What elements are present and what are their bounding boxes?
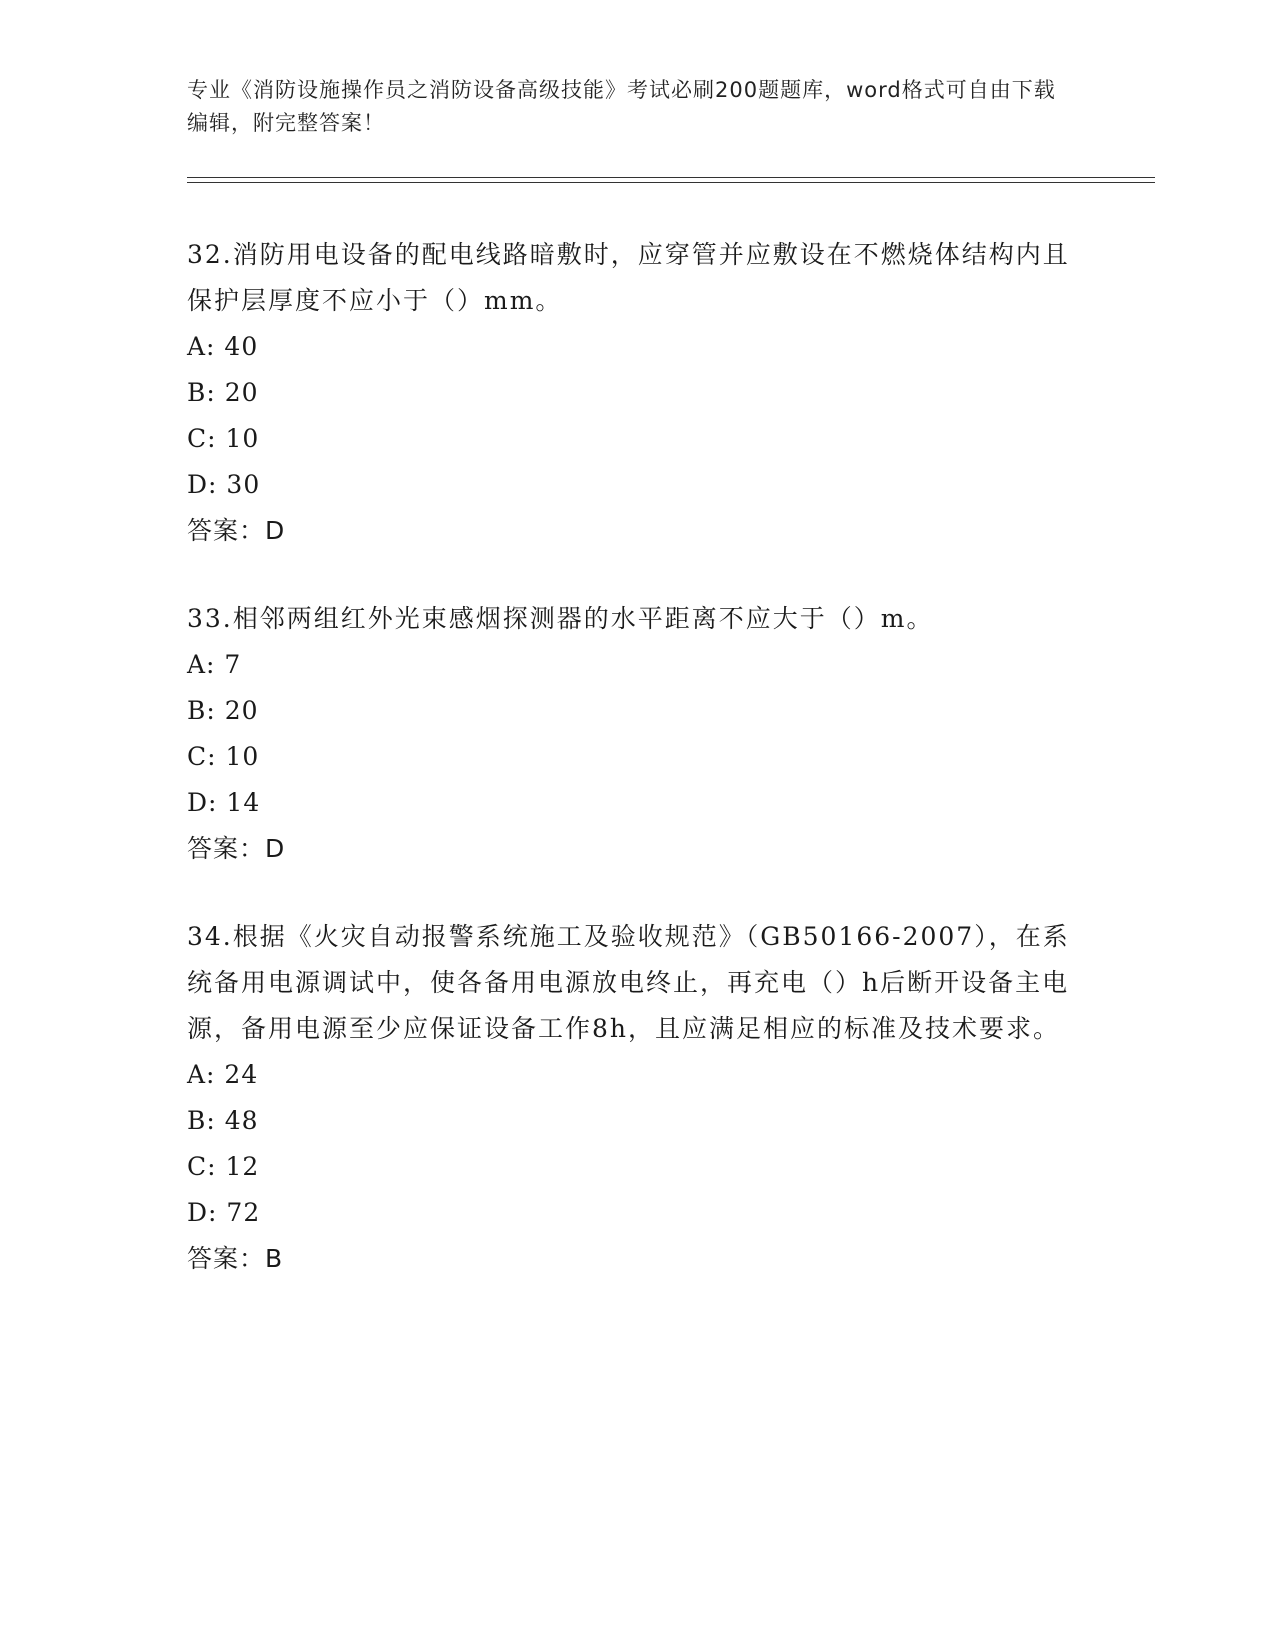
option-b: B: 48 [187, 1106, 259, 1135]
answer-line: 答案：D [187, 834, 286, 863]
question-stem: 33.相邻两组红外光束感烟探测器的水平距离不应大于（）m。 [187, 604, 934, 633]
question-33 [187, 596, 1087, 872]
question-stem: 32.消防用电设备的配电线路暗敷时，应穿管并应敷设在不燃烧体结构内且保护层厚度不应小于（）mm。 [187, 240, 1070, 315]
header-divider-bottom [187, 182, 1155, 183]
header-divider-top [187, 177, 1155, 178]
option-b: B: 20 [187, 696, 259, 725]
option-a: A: 7 [187, 650, 242, 679]
option-d: D: 72 [187, 1198, 261, 1227]
option-d: D: 14 [187, 788, 261, 817]
option-b: B: 20 [187, 378, 259, 407]
option-a: A: 40 [187, 332, 259, 361]
option-d: D: 30 [187, 470, 261, 499]
question-stem: 34.根据《火灾自动报警系统施工及验收规范》（GB50166-2007），在系统备用电源调试中，使各备用电源放电终止，再充电（）h后断开设备主电源，备用电源至少应保证设备工作8h，且应满足相应的标准及技术要求。 [187, 922, 1070, 1043]
option-c: C: 10 [187, 424, 260, 453]
option-c: C: 10 [187, 742, 260, 771]
answer-line: 答案：D [187, 516, 286, 545]
question-list [187, 232, 1087, 1324]
answer-line: 答案：B [187, 1244, 284, 1273]
question-32 [187, 232, 1087, 554]
document-header: 专业《消防设施操作员之消防设备高级技能》考试必刷200题题库，word格式可自由下载编辑，附完整答案！ [187, 78, 1056, 135]
option-a: A: 24 [187, 1060, 259, 1089]
option-c: C: 12 [187, 1152, 260, 1181]
question-34 [187, 914, 1087, 1282]
